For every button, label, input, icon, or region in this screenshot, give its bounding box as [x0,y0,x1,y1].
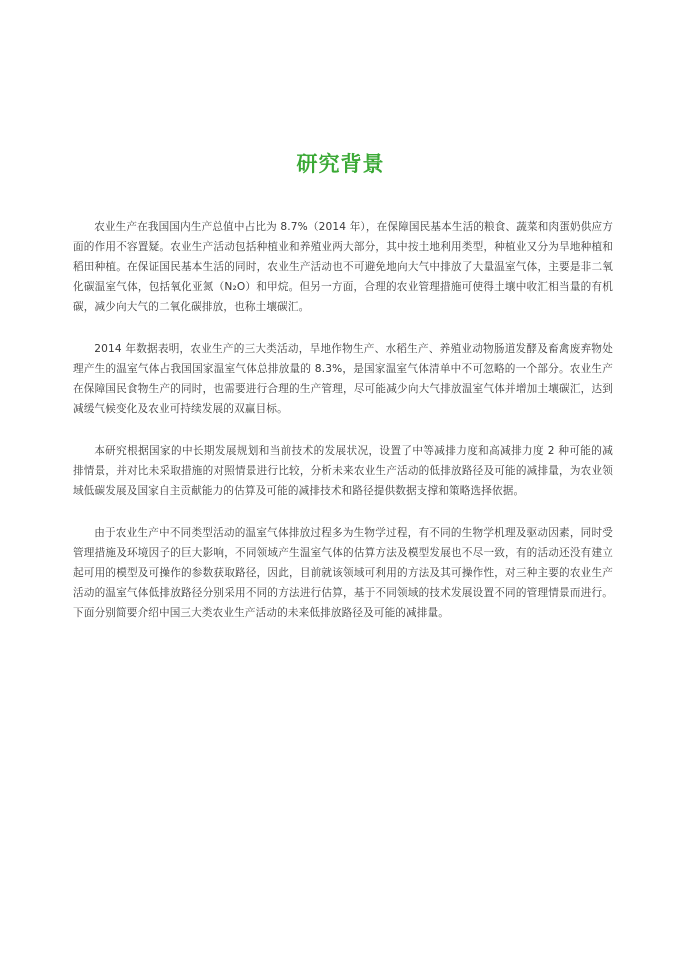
paragraph-3: 本研究根据国家的中长期发展规划和当前技术的发展状况，设置了中等减排力度和高减排力度 2 种可能的减排情景，并对比未采取措施的对照情景进行比较，分析未来农业生产活动的低排放路径及可能的减排量，为农业领域低碳发展及国家自主贡献能力的估算及可能的减排技术和路径提供数据支撑和策略选择依据。 [73,445,613,497]
body-text [73,217,613,645]
paragraph-4: 由于农业生产中不同类型活动的温室气体排放过程多为生物学过程，有不同的生物学机理及驱动因素，同时受管理措施及环境因子的巨大影响，不同领域产生温室气体的估算方法及模型发展也不尽一致，有的活动还没有建立起可用的模型及可操作的参数获取路径，因此，目前就该领域可利用的方法及其可操作性，对三种主要的农业生产活动的温室气体低排放路径分别采用不同的方法进行估算，基于不同领域的技术发展设置不同的管理情景而进行。下面分别简要介绍中国三大类农业生产活动的未来低排放路径及可能的减排量。 [73,527,613,619]
section-title: 研究背景 [296,152,385,176]
paragraph-2: 2014 年数据表明，农业生产的三大类活动，旱地作物生产、水稻生产、养殖业动物肠道发酵及畜禽废弃物处理产生的温室气体占我国国家温室气体总排放量的 8.3%，是国家温室气体清单中不可忽略的一个部分。农业生产在保障国民食物生产的同时，也需要进行合理的生产管理，尽可能减少向大气排放温室气体并增加土壤碳汇，达到减缓气候变化及农业可持续发展的双赢目标。 [73,343,613,415]
paragraph-1: 农业生产在我国国内生产总值中占比为 8.7%（2014 年），在保障国民基本生活的粮食、蔬菜和肉蛋奶供应方面的作用不容置疑。农业生产活动包括种植业和养殖业两大部分，其中按土地利用类型，种植业又分为旱地种植和稻田种植。在保证国民基本生活的同时，农业生产活动也不可避免地向大气中排放了大量温室气体，主要是非二氧化碳温室气体，包括氧化亚氮（N₂O）和甲烷。但另一方面，合理的农业管理措施可使得土壤中收汇相当量的有机碳，减少向大气的二氧化碳排放，也称土壤碳汇。 [73,221,613,313]
